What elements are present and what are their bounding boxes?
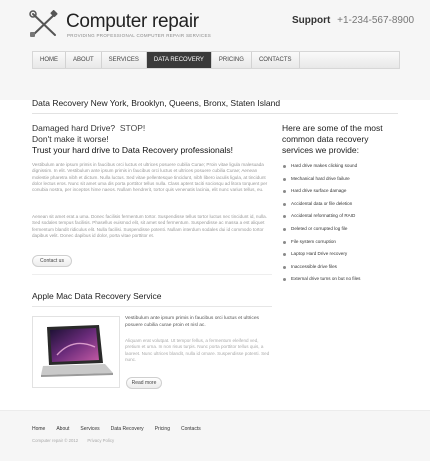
services-list [282, 160, 398, 286]
list-item[interactable]: Accidental data or file deletion [282, 198, 398, 211]
headline-line1: Damaged hard Drive? [32, 123, 116, 133]
mac-intro-text: Vestibulum ante ipsum primis in faucibus orci luctus et ultrices posuere cubilia curae proin et nisl ac. [125, 316, 260, 329]
footer-link-data-recovery[interactable]: Data Recovery [110, 426, 144, 432]
list-item[interactable]: Inaccessible drive files [282, 261, 398, 274]
brand-tagline: PROVIDING PROFESSIONAL COMPUTER REPAIR SERVICES [67, 33, 212, 38]
headline-line2: Don't make it worse! [32, 134, 109, 144]
laptop-image [32, 316, 120, 388]
footer-link-services[interactable]: Services [80, 426, 100, 432]
copyright [32, 438, 114, 443]
body-paragraph-1: Vestibulum ante ipsum primis in faucibus orci luctus et ultrices posuere cubilia Curae; Proin vitae ligula malesuada dignissim. In elit. Vestibulum ante ipsum primis in faucibus orci luctus et ultrices posuere cubilia Curae; Aenean molestie pharetra nibh et dictum. Nulla luctus. Sed vitae pellentesque tincidunt, nibh libero iaculis ligula, at tincidunt dolor lectus eros. Nunc sit amet uma dis porta porttitor tellus nulla. Class aptent taciti sociosqu ad litora torquent per conubia nostra, per inceptos hime naeos. Nullam hendrerit, tortor quis venenatis lacinia, elit nunc varius tellus, eu. [32, 162, 268, 193]
laptop-icon [33, 317, 119, 387]
support-phone [292, 15, 414, 26]
support-label: Support [292, 15, 331, 26]
phone-number: +1-234-567-8900 [337, 15, 415, 26]
headline-line3: Trust your hard drive to Data Recovery professionals! [32, 145, 233, 155]
body-paragraph-2: Aenean sit amet erat a uma. Donec facilisis fermentum tortor. Suspendisse tellus tortor luctus nec tincidunt id, nulla. Sed sodales tempus facilisis. Phasellus euismod elit, sit amet sed fermentum. Suspendisse ac massa a est aliquet fermentum blandit ridiculus elit. Nulla facilisi. Suspendisse potenti. Nullam interdum sodales dui id commodo tortor dapibus velit. Donec dapibus id dolor, porta vitae porttitor et. [32, 214, 267, 238]
list-item[interactable]: Hard drive makes clicking sound [282, 160, 398, 173]
divider [32, 306, 272, 307]
list-item[interactable]: External drive turns on but no files [282, 273, 398, 286]
divider [32, 274, 272, 275]
footer [0, 410, 430, 461]
footer-link-pricing[interactable]: Pricing [154, 426, 170, 432]
footer-link-contacts[interactable]: Contacts [180, 426, 201, 432]
sidebar-title: Here are some of the most common data recovery services we provide: [282, 123, 383, 155]
list-item[interactable]: Laptop Hard Drive recovery [282, 248, 398, 261]
divider [32, 113, 398, 114]
nav-item-contacts[interactable]: CONTACTS [252, 52, 300, 68]
nav-item-about[interactable]: ABOUT [66, 52, 102, 68]
list-item[interactable]: Deleted or corrupted log file [282, 223, 398, 236]
privacy-policy-link[interactable]: Privacy Policy [87, 438, 115, 443]
footer-link-about[interactable]: About [56, 426, 70, 432]
list-item[interactable]: File system corruption [282, 236, 398, 249]
headline-stop: STOP! [119, 123, 146, 133]
page-title: Data Recovery New York, Brooklyn, Queens, Bronx, Staten Island [32, 98, 281, 108]
nav-item-services[interactable]: SERVICES [102, 52, 147, 68]
brand-title[interactable]: Computer repair [66, 11, 199, 32]
headline [32, 123, 262, 156]
tools-icon [29, 10, 59, 38]
copyright-text: Computer repair © 2012 [32, 438, 79, 443]
nav-item-home[interactable]: HOME [33, 52, 66, 68]
list-item[interactable]: Mechanical hard drive failure [282, 173, 398, 186]
main-nav [32, 51, 400, 69]
mac-body-text: Aliquam erat volutpat. Ut tempor fellus, a fermentum eleifend ved, pretium et urna. In non risus turpis. Nunc porta porttitor tellus quis, a laoreet. Nunc ultrices blandit, nulla id ornare. Suspendisse potenti. Sed nunc. [125, 338, 270, 362]
read-more-button[interactable]: Read more [126, 377, 162, 389]
footer-nav [32, 426, 212, 432]
list-item[interactable]: Hard drive surface damage [282, 185, 398, 198]
list-item[interactable]: Accidental reformatting of RAID [282, 210, 398, 223]
nav-item-data-recovery[interactable]: DATA RECOVERY [147, 52, 212, 68]
contact-us-button[interactable]: Contact us [32, 255, 72, 267]
nav-item-pricing[interactable]: PRICING [212, 52, 252, 68]
footer-link-home[interactable]: Home [32, 426, 46, 432]
mac-section-title: Apple Mac Data Recovery Service [32, 291, 162, 301]
